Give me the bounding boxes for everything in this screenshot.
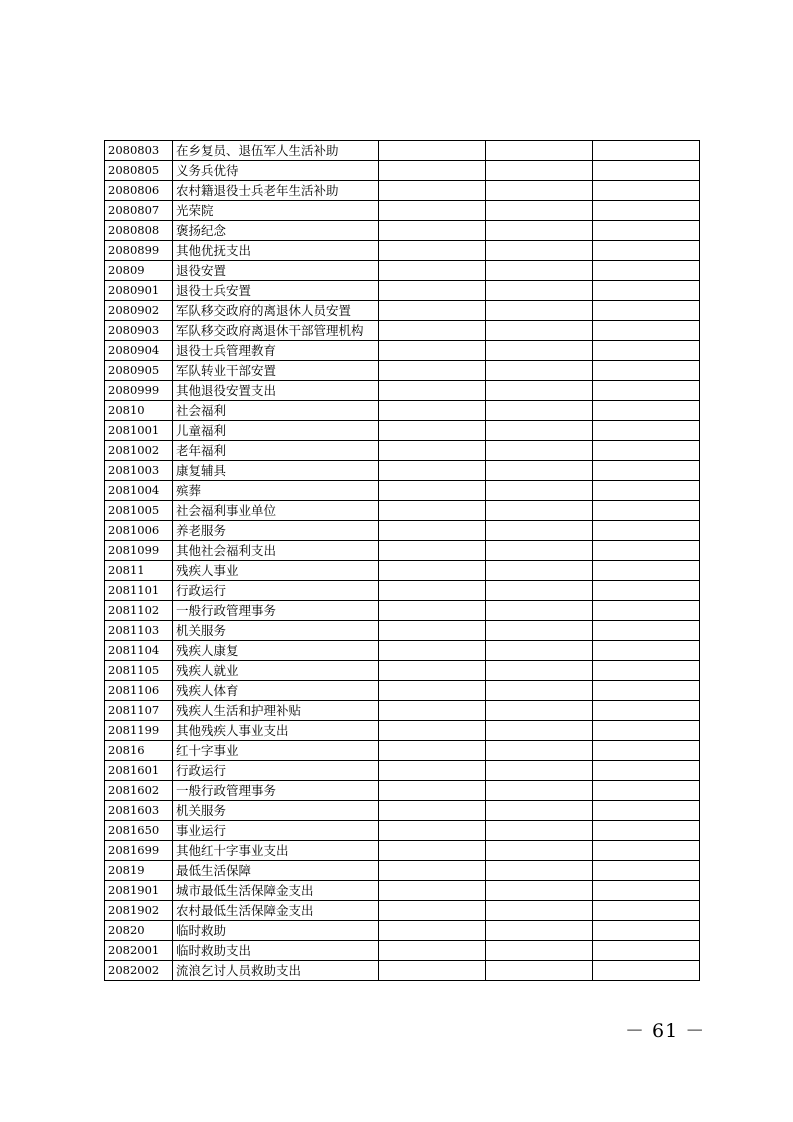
amount-cell <box>593 581 700 601</box>
subject-code-cell: 2081902 <box>105 901 173 921</box>
amount-cell <box>379 321 486 341</box>
table-row <box>105 521 700 541</box>
amount-cell <box>593 661 700 681</box>
subject-code-cell: 2081699 <box>105 841 173 861</box>
subject-name-cell: 褒扬纪念 <box>173 221 379 241</box>
subject-code-cell: 2081103 <box>105 621 173 641</box>
table-row <box>105 441 700 461</box>
table-row <box>105 881 700 901</box>
subject-name-cell: 老年福利 <box>173 441 379 461</box>
subject-code-cell: 2081602 <box>105 781 173 801</box>
amount-cell <box>486 541 593 561</box>
amount-cell <box>379 481 486 501</box>
amount-cell <box>379 561 486 581</box>
subject-name-cell: 流浪乞讨人员救助支出 <box>173 961 379 981</box>
subject-code-cell: 2080899 <box>105 241 173 261</box>
subject-name-cell: 义务兵优待 <box>173 161 379 181</box>
subject-code-cell: 2081099 <box>105 541 173 561</box>
amount-cell <box>379 921 486 941</box>
amount-cell <box>593 281 700 301</box>
amount-cell <box>379 721 486 741</box>
table-row <box>105 221 700 241</box>
amount-cell <box>379 601 486 621</box>
subject-name-cell: 残疾人事业 <box>173 561 379 581</box>
subject-code-cell: 20811 <box>105 561 173 581</box>
table-row <box>105 361 700 381</box>
subject-name-cell: 其他社会福利支出 <box>173 541 379 561</box>
amount-cell <box>379 501 486 521</box>
subject-name-cell: 其他退役安置支出 <box>173 381 379 401</box>
table-body <box>105 141 700 981</box>
amount-cell <box>486 761 593 781</box>
amount-cell <box>379 281 486 301</box>
table-row <box>105 381 700 401</box>
subject-name-cell: 事业运行 <box>173 821 379 841</box>
amount-cell <box>486 881 593 901</box>
subject-code-cell: 20820 <box>105 921 173 941</box>
amount-cell <box>379 361 486 381</box>
amount-cell <box>593 361 700 381</box>
table-row <box>105 681 700 701</box>
amount-cell <box>486 521 593 541</box>
amount-cell <box>379 641 486 661</box>
table-row <box>105 661 700 681</box>
amount-cell <box>379 881 486 901</box>
subject-code-cell: 2080901 <box>105 281 173 301</box>
amount-cell <box>486 161 593 181</box>
amount-cell <box>379 741 486 761</box>
amount-cell <box>486 441 593 461</box>
subject-code-cell: 2081004 <box>105 481 173 501</box>
amount-cell <box>486 341 593 361</box>
amount-cell <box>593 941 700 961</box>
amount-cell <box>593 161 700 181</box>
subject-code-cell: 2082001 <box>105 941 173 961</box>
amount-cell <box>486 301 593 321</box>
amount-cell <box>379 421 486 441</box>
subject-name-cell: 军队移交政府的离退休人员安置 <box>173 301 379 321</box>
amount-cell <box>593 821 700 841</box>
amount-cell <box>593 221 700 241</box>
amount-cell <box>593 681 700 701</box>
subject-code-cell: 20809 <box>105 261 173 281</box>
table-row <box>105 421 700 441</box>
table-row <box>105 141 700 161</box>
amount-cell <box>593 561 700 581</box>
amount-cell <box>379 381 486 401</box>
subject-name-cell: 养老服务 <box>173 521 379 541</box>
subject-code-cell: 2080904 <box>105 341 173 361</box>
subject-name-cell: 其他残疾人事业支出 <box>173 721 379 741</box>
subject-name-cell: 残疾人生活和护理补贴 <box>173 701 379 721</box>
amount-cell <box>486 481 593 501</box>
subject-name-cell: 残疾人康复 <box>173 641 379 661</box>
amount-cell <box>593 261 700 281</box>
amount-cell <box>379 941 486 961</box>
subject-code-cell: 20816 <box>105 741 173 761</box>
table-row <box>105 241 700 261</box>
subject-name-cell: 残疾人就业 <box>173 661 379 681</box>
amount-cell <box>593 541 700 561</box>
subject-code-cell: 2081104 <box>105 641 173 661</box>
amount-cell <box>486 241 593 261</box>
amount-cell <box>593 381 700 401</box>
subject-code-cell: 2080903 <box>105 321 173 341</box>
subject-code-cell: 2080808 <box>105 221 173 241</box>
amount-cell <box>379 221 486 241</box>
table-row <box>105 321 700 341</box>
table-row <box>105 301 700 321</box>
table-row <box>105 961 700 981</box>
subject-code-cell: 2081003 <box>105 461 173 481</box>
subject-name-cell: 临时救助支出 <box>173 941 379 961</box>
amount-cell <box>486 401 593 421</box>
amount-cell <box>593 861 700 881</box>
subject-name-cell: 退役士兵管理教育 <box>173 341 379 361</box>
table-row <box>105 641 700 661</box>
table-row <box>105 701 700 721</box>
amount-cell <box>593 501 700 521</box>
table-row <box>105 461 700 481</box>
amount-cell <box>486 721 593 741</box>
amount-cell <box>593 701 700 721</box>
amount-cell <box>593 141 700 161</box>
amount-cell <box>486 561 593 581</box>
subject-code-cell: 2081107 <box>105 701 173 721</box>
subject-name-cell: 残疾人体育 <box>173 681 379 701</box>
amount-cell <box>593 781 700 801</box>
subject-code-cell: 2081006 <box>105 521 173 541</box>
page-number: － 61 － <box>625 1020 706 1042</box>
amount-cell <box>379 781 486 801</box>
table-row <box>105 341 700 361</box>
amount-cell <box>593 301 700 321</box>
amount-cell <box>593 901 700 921</box>
amount-cell <box>593 321 700 341</box>
amount-cell <box>486 381 593 401</box>
amount-cell <box>379 461 486 481</box>
amount-cell <box>593 761 700 781</box>
amount-cell <box>593 641 700 661</box>
amount-cell <box>486 921 593 941</box>
amount-cell <box>486 281 593 301</box>
amount-cell <box>593 481 700 501</box>
table-row <box>105 401 700 421</box>
subject-name-cell: 殡葬 <box>173 481 379 501</box>
table-row <box>105 181 700 201</box>
subject-code-cell: 2080905 <box>105 361 173 381</box>
subject-code-cell: 2080806 <box>105 181 173 201</box>
amount-cell <box>486 781 593 801</box>
amount-cell <box>486 841 593 861</box>
amount-cell <box>379 761 486 781</box>
amount-cell <box>379 401 486 421</box>
subject-code-cell: 2081650 <box>105 821 173 841</box>
amount-cell <box>379 701 486 721</box>
subject-code-cell: 2081901 <box>105 881 173 901</box>
table-row <box>105 261 700 281</box>
amount-cell <box>486 221 593 241</box>
table-row <box>105 281 700 301</box>
amount-cell <box>379 581 486 601</box>
subject-name-cell: 退役安置 <box>173 261 379 281</box>
amount-cell <box>379 161 486 181</box>
amount-cell <box>593 721 700 741</box>
subject-code-cell: 2080902 <box>105 301 173 321</box>
amount-cell <box>486 941 593 961</box>
subject-name-cell: 在乡复员、退伍军人生活补助 <box>173 141 379 161</box>
subject-name-cell: 军队转业干部安置 <box>173 361 379 381</box>
amount-cell <box>486 961 593 981</box>
subject-code-cell: 2081001 <box>105 421 173 441</box>
table-row <box>105 541 700 561</box>
table-row <box>105 601 700 621</box>
amount-cell <box>486 581 593 601</box>
subject-name-cell: 军队移交政府离退休干部管理机构 <box>173 321 379 341</box>
amount-cell <box>486 361 593 381</box>
amount-cell <box>379 201 486 221</box>
amount-cell <box>593 741 700 761</box>
amount-cell <box>486 321 593 341</box>
amount-cell <box>486 501 593 521</box>
table-row <box>105 581 700 601</box>
amount-cell <box>486 641 593 661</box>
subject-code-cell: 20819 <box>105 861 173 881</box>
amount-cell <box>379 621 486 641</box>
amount-cell <box>486 821 593 841</box>
amount-cell <box>486 681 593 701</box>
table-row <box>105 741 700 761</box>
subject-code-cell: 2081101 <box>105 581 173 601</box>
subject-name-cell: 光荣院 <box>173 201 379 221</box>
table-row <box>105 821 700 841</box>
subject-code-cell: 2081005 <box>105 501 173 521</box>
amount-cell <box>593 201 700 221</box>
subject-code-cell: 2081002 <box>105 441 173 461</box>
amount-cell <box>593 521 700 541</box>
table-row <box>105 761 700 781</box>
subject-code-cell: 2080805 <box>105 161 173 181</box>
subject-name-cell: 康复辅具 <box>173 461 379 481</box>
amount-cell <box>379 821 486 841</box>
amount-cell <box>486 621 593 641</box>
amount-cell <box>593 461 700 481</box>
amount-cell <box>379 181 486 201</box>
amount-cell <box>379 241 486 261</box>
subject-name-cell: 机关服务 <box>173 801 379 821</box>
table-row <box>105 921 700 941</box>
amount-cell <box>379 301 486 321</box>
amount-cell <box>593 421 700 441</box>
subject-code-cell: 2081102 <box>105 601 173 621</box>
subject-name-cell: 其他优抚支出 <box>173 241 379 261</box>
amount-cell <box>593 601 700 621</box>
amount-cell <box>379 261 486 281</box>
amount-cell <box>486 861 593 881</box>
amount-cell <box>486 141 593 161</box>
amount-cell <box>593 801 700 821</box>
amount-cell <box>379 661 486 681</box>
table-row <box>105 201 700 221</box>
subject-name-cell: 行政运行 <box>173 581 379 601</box>
subject-name-cell: 儿童福利 <box>173 421 379 441</box>
amount-cell <box>379 861 486 881</box>
amount-cell <box>379 441 486 461</box>
table-row <box>105 721 700 741</box>
table-row <box>105 861 700 881</box>
amount-cell <box>593 961 700 981</box>
amount-cell <box>486 601 593 621</box>
amount-cell <box>593 241 700 261</box>
amount-cell <box>593 921 700 941</box>
amount-cell <box>379 141 486 161</box>
subject-name-cell: 行政运行 <box>173 761 379 781</box>
amount-cell <box>486 901 593 921</box>
subject-code-cell: 2080999 <box>105 381 173 401</box>
amount-cell <box>379 541 486 561</box>
subject-name-cell: 城市最低生活保障金支出 <box>173 881 379 901</box>
amount-cell <box>593 401 700 421</box>
subject-name-cell: 社会福利事业单位 <box>173 501 379 521</box>
subject-code-cell: 2080803 <box>105 141 173 161</box>
subject-name-cell: 一般行政管理事务 <box>173 601 379 621</box>
amount-cell <box>486 801 593 821</box>
budget-table <box>104 140 700 981</box>
subject-code-cell: 2081199 <box>105 721 173 741</box>
amount-cell <box>486 181 593 201</box>
amount-cell <box>486 461 593 481</box>
amount-cell <box>486 661 593 681</box>
table-row <box>105 481 700 501</box>
amount-cell <box>593 441 700 461</box>
subject-name-cell: 社会福利 <box>173 401 379 421</box>
amount-cell <box>593 341 700 361</box>
amount-cell <box>379 961 486 981</box>
table-row <box>105 801 700 821</box>
table-row <box>105 841 700 861</box>
subject-name-cell: 临时救助 <box>173 921 379 941</box>
amount-cell <box>486 261 593 281</box>
subject-code-cell: 2080807 <box>105 201 173 221</box>
amount-cell <box>593 181 700 201</box>
table-row <box>105 621 700 641</box>
subject-name-cell: 一般行政管理事务 <box>173 781 379 801</box>
amount-cell <box>486 701 593 721</box>
amount-cell <box>486 201 593 221</box>
amount-cell <box>593 621 700 641</box>
subject-name-cell: 退役士兵安置 <box>173 281 379 301</box>
table-row <box>105 561 700 581</box>
subject-code-cell: 2082002 <box>105 961 173 981</box>
table-row <box>105 781 700 801</box>
amount-cell <box>379 841 486 861</box>
subject-code-cell: 2081106 <box>105 681 173 701</box>
amount-cell <box>593 841 700 861</box>
amount-cell <box>379 801 486 821</box>
subject-code-cell: 20810 <box>105 401 173 421</box>
amount-cell <box>593 881 700 901</box>
subject-name-cell: 最低生活保障 <box>173 861 379 881</box>
amount-cell <box>486 421 593 441</box>
table-row <box>105 161 700 181</box>
amount-cell <box>379 901 486 921</box>
amount-cell <box>379 681 486 701</box>
subject-code-cell: 2081105 <box>105 661 173 681</box>
subject-code-cell: 2081603 <box>105 801 173 821</box>
table-row <box>105 501 700 521</box>
subject-name-cell: 农村籍退役士兵老年生活补助 <box>173 181 379 201</box>
amount-cell <box>379 521 486 541</box>
amount-cell <box>379 341 486 361</box>
subject-name-cell: 红十字事业 <box>173 741 379 761</box>
amount-cell <box>486 741 593 761</box>
subject-name-cell: 农村最低生活保障金支出 <box>173 901 379 921</box>
subject-code-cell: 2081601 <box>105 761 173 781</box>
table-row <box>105 901 700 921</box>
table-row <box>105 941 700 961</box>
subject-name-cell: 机关服务 <box>173 621 379 641</box>
subject-name-cell: 其他红十字事业支出 <box>173 841 379 861</box>
